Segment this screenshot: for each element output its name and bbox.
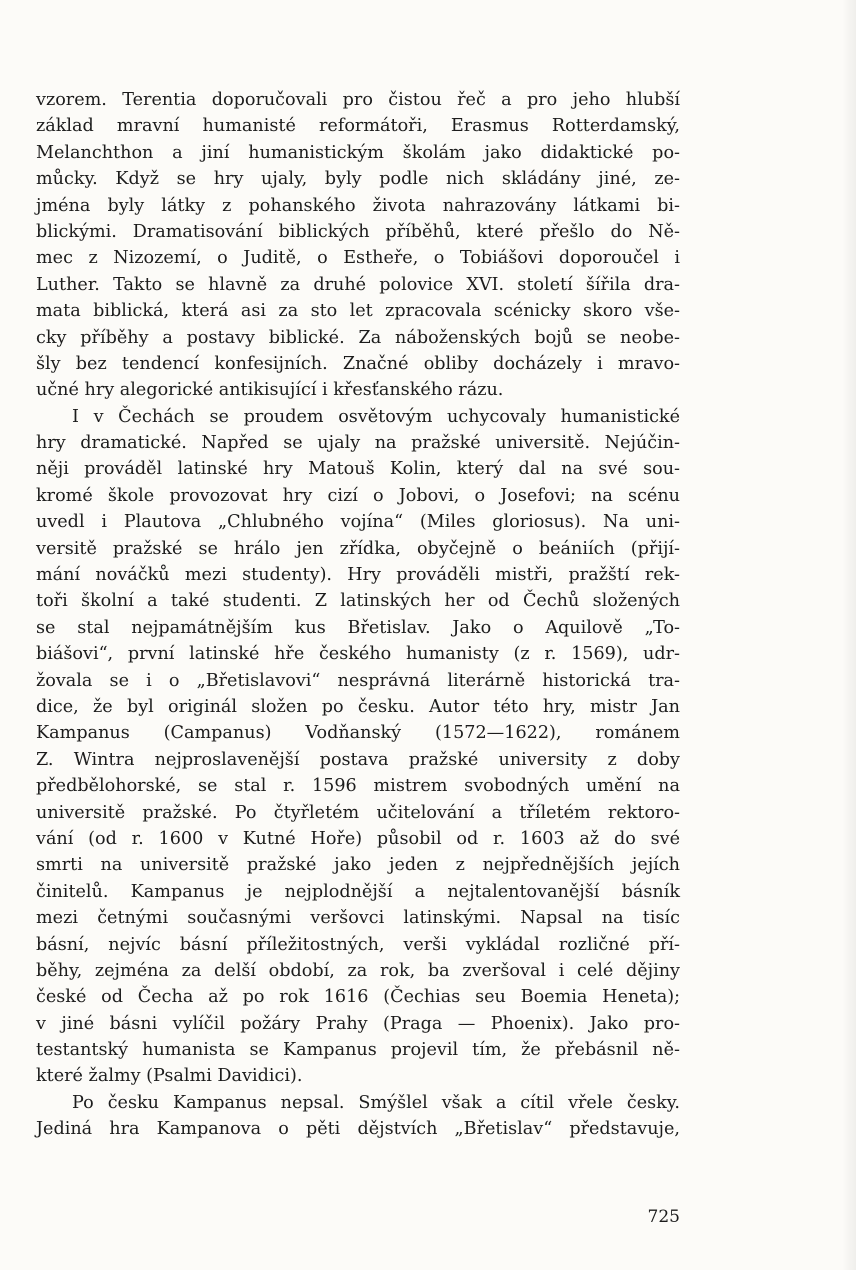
text-line: kromé škole provozovat hry cizí o Jobovi, o Josefovi; na scénu: [36, 485, 680, 506]
text-line: I v Čechách se proudem osvětovým uchycovaly humanistické: [72, 406, 680, 427]
text-line: jména byly látky z pohanského života nahrazovány látkami bi-: [36, 195, 680, 216]
text-line: básní, nejvíc básní příležitostných, verši vykládal rozličné pří-: [36, 934, 680, 955]
text-line: základ mravní humanisté reformátoři, Erasmus Rotterdamský,: [36, 116, 680, 137]
text-line: Luther. Takto se hlavně za druhé polovice XVI. století šířila dra-: [36, 274, 680, 295]
page-number: 725: [647, 1207, 680, 1227]
text-line: činitelů. Kampanus je nejplodnější a nejtalentovanější básník: [36, 881, 680, 902]
text-line: žovala se i o „Břetislavovi“ nesprávná literárně historická tra-: [36, 670, 680, 691]
text-line: mata biblická, která asi za sto let zpracovala scénicky skoro vše-: [36, 301, 680, 322]
text-line: Jediná hra Kampanova o pěti dějstvích „Břetislav“ představuje,: [36, 1119, 680, 1140]
text-line: mec z Nizozemí, o Juditě, o Estheře, o Tobiášovi doporoučel i: [36, 248, 680, 269]
text-line: cky příběhy a postavy biblické. Za náboženských bojů se neobe-: [36, 327, 680, 348]
text-line: uvedl i Plautova „Chlubného vojína“ (Miles gloriosus). Na uni-: [36, 512, 680, 533]
text-line: učné hry alegorické antikisující i křesťanského rázu.: [36, 380, 504, 401]
page-edge-shadow: [842, 0, 856, 1270]
text-line: Z. Wintra nejproslavenější postava pražské university z doby: [36, 749, 680, 770]
text-line: vání (od r. 1600 v Kutné Hoře) působil od r. 1603 až do své: [36, 828, 680, 849]
text-line: můcky. Když se hry ujaly, byly podle nich skládány jiné, ze-: [36, 169, 680, 190]
text-line: české od Čecha až po rok 1616 (Čechias seu Boemia Heneta);: [36, 987, 680, 1008]
text-line: smrti na universitě pražské jako jeden z nejpřednějších jejích: [36, 855, 680, 876]
text-line: šly bez tendencí konfesijních. Značné obliby docházely i mravo-: [36, 353, 680, 374]
text-line: biášovi“, první latinské hře českého humanisty (z r. 1569), udr-: [36, 644, 680, 665]
text-line: testantský humanista se Kampanus projevil tím, že přebásnil ně-: [36, 1040, 680, 1061]
text-line: Melanchthon a jiní humanistickým školám jako didaktické po-: [36, 142, 680, 163]
text-line: vzorem. Terentia doporučovali pro čistou řeč a pro jeho hlubší: [36, 90, 680, 110]
body-text: [36, 87, 680, 1143]
text-line: běhy, zejména za delší období, za rok, ba zveršoval i celé dějiny: [36, 960, 680, 981]
text-line: versitě pražské se hrálo jen zřídka, obyčejně o beániích (přijí-: [36, 538, 680, 559]
text-line: blickými. Dramatisování biblických příběhů, které přešlo do Ně-: [36, 221, 680, 242]
text-line: něji prováděl latinské hry Matouš Kolin, který dal na své sou-: [36, 459, 680, 480]
text-line: dice, že byl originál složen po česku. Autor této hry, mistr Jan: [36, 696, 680, 717]
text-line: mezi četnými současnými veršovci latinskými. Napsal na tisíc: [36, 908, 680, 929]
text-line: se stal nejpamátnějším kus Břetislav. Jako o Aquilově „To-: [36, 617, 680, 638]
text-line: které žalmy (Psalmi Davidici).: [36, 1066, 303, 1087]
text-line: universitě pražské. Po čtyřletém učitelování a tříletém rektoro-: [36, 802, 680, 823]
text-line: Po česku Kampanus nepsal. Smýšlel však a cítil vřele česky.: [72, 1092, 680, 1113]
text-line: Kampanus (Campanus) Vodňanský (1572—1622), románem: [36, 723, 680, 744]
text-line: mání nováčků mezi studenty). Hry prováděli mistři, pražští rek-: [36, 565, 680, 586]
text-line: hry dramatické. Napřed se ujaly na pražské universitě. Nejúčin-: [36, 433, 680, 454]
text-line: předbělohorské, se stal r. 1596 mistrem svobodných umění na: [36, 776, 680, 797]
text-line: v jiné básni vylíčil požáry Prahy (Praga — Phoenix). Jako pro-: [36, 1013, 680, 1034]
text-line: toři školní a také studenti. Z latinských her od Čechů složených: [36, 591, 680, 612]
